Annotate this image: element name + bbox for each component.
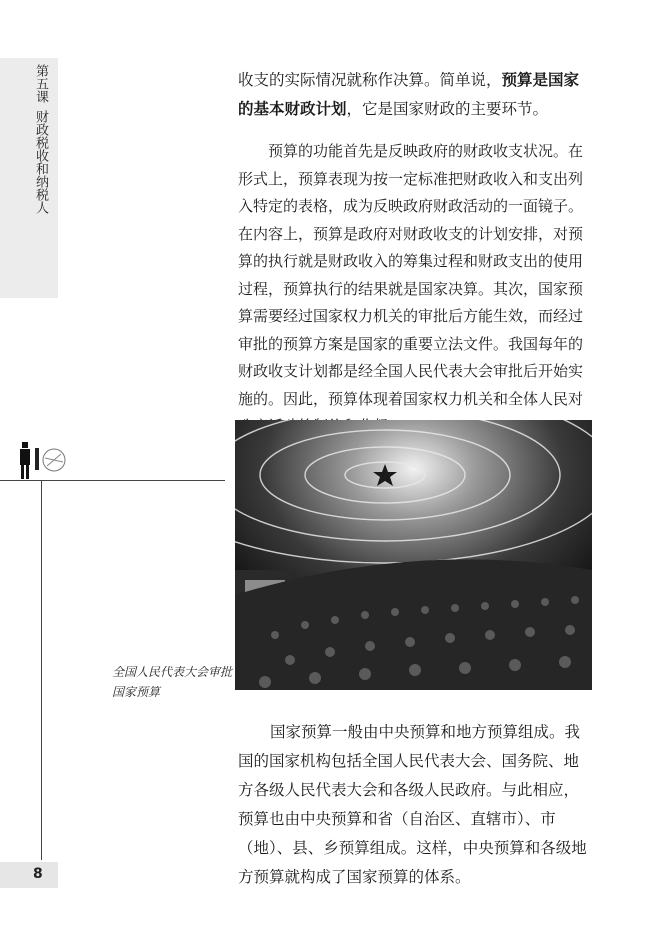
margin-rule-horizontal	[0, 480, 225, 481]
paragraph-3: 国家预算一般由中央预算和地方预算组成。我国的国家机构包括全国人民代表大会、国务院、地方各级人民代表大会和各级人民政府。与此相应，预算也由中央预算和省（自治区、直辖市）、市（地）、县、乡预算组成。这样，中央预算和各级地方预算就构成了国家预算的体系。	[238, 723, 587, 886]
paragraph-2: 预算的功能首先是反映政府的财政收支状况。在形式上，预算表现为按一定标准把财政收入和支出列入特定的表格，成为反映政府财政活动的一面镜子。在内容上，预算是政府对财政收支的计划安排，对预算的执行就是财政收入的筹集过程和财政支出的使用过程，预算执行的结果就是国家决算。其次，国家预算需要经过国家权力机关的审批后方能生效，而经过审批的预算方案是国家的重要立法文件。我国每年的财政收支计划都是经全国人民代表大会审批后开始实施的。因此，预算体现着国家权力机关和全体人民对	[238, 142, 584, 408]
page-number: 8	[33, 866, 43, 882]
photo-caption: 全国人民代表大会审批国家预算	[112, 665, 233, 699]
paragraph-1: 收支的实际情况就称作决算。简单说，预算是国家的基本财政计划，它是国家财政的主要环节。	[238, 71, 580, 118]
figure-icon	[12, 440, 72, 480]
npc-hall-photo	[235, 420, 592, 690]
key-definition: 预算是国家的基本财政计划	[238, 71, 580, 118]
page-number-bar	[0, 862, 58, 888]
lesson-label: 第五课	[33, 64, 48, 103]
chapter-sidebar	[0, 58, 58, 298]
chapter-title: 财政税收和纳税人	[33, 110, 48, 214]
margin-rule-vertical	[41, 480, 42, 860]
